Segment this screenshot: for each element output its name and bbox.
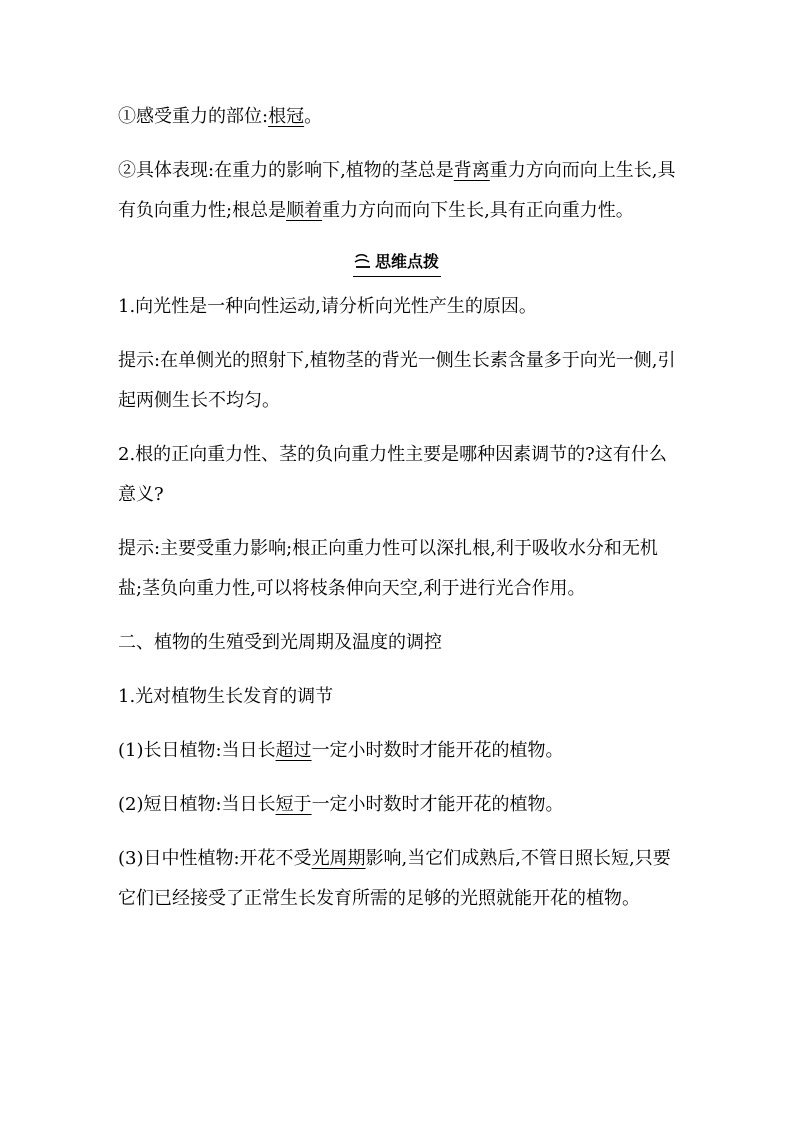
text-run: (2)短日植物:当日长 [118, 794, 276, 815]
underlined-answer: 光周期 [311, 848, 366, 869]
paragraph [118, 97, 676, 137]
underlined-answer: 短于 [275, 794, 312, 815]
paragraph [118, 785, 676, 825]
paragraph [118, 839, 676, 919]
paragraph [118, 435, 676, 515]
section-heading-underline [353, 250, 441, 277]
section-heading [118, 245, 676, 279]
section-heading-text: 思维点拨 [374, 252, 439, 271]
paragraph [118, 151, 676, 231]
text-run: ①感受重力的部位: [118, 106, 269, 127]
underlined-answer: 根冠 [268, 106, 305, 127]
text-run: 重力方向而向下生长,具有正向重力性。 [322, 200, 634, 221]
underlined-answer: 背离 [453, 160, 490, 181]
paragraph [118, 287, 676, 327]
text-run: (1)长日植物:当日长 [118, 740, 276, 761]
text-run: 1.向光性是一种向性运动,请分析向光性产生的原因。 [118, 296, 537, 317]
text-run: 重力方向而向上生长,具有负向重力性;根总是 [118, 160, 676, 221]
paragraph [118, 731, 676, 771]
paragraph [118, 677, 676, 717]
text-run: 提示:在单侧光的照射下,植物茎的背光一侧生长素含量多于向光一侧,引起两侧生长不均匀。 [118, 350, 676, 411]
text-run: 。 [304, 106, 323, 127]
text-run: 二、植物的生殖受到光周期及温度的调控 [118, 632, 442, 653]
text-run: (3)日中性植物:开花不受 [118, 848, 312, 869]
text-run: 1.光对植物生长发育的调节 [118, 686, 334, 707]
text-run: 提示:主要受重力影响;根正向重力性可以深扎根,利于吸收水分和无机盐;茎负向重力性,可以将枝条伸向天空,利于进行光合作用。 [118, 538, 658, 599]
text-run: 一定小时数时才能开花的植物。 [311, 794, 564, 815]
text-run: 2.根的正向重力性、茎的负向重力性主要是哪种因素调节的?这有什么意义? [118, 444, 667, 505]
text-run: 影响,当它们成熟后,不管日照长短,只要它们已经接受了正常生长发育所需的足够的光照就能开花的植物。 [118, 848, 671, 909]
paragraph [118, 623, 676, 663]
underlined-answer: 顺着 [286, 200, 323, 221]
paragraph [118, 529, 676, 609]
text-run: ②具体表现:在重力的影响下,植物的茎总是 [118, 160, 454, 181]
underlined-answer: 超过 [275, 740, 312, 761]
text-run: 一定小时数时才能开花的植物。 [311, 740, 564, 761]
pen-bulb-icon [353, 253, 373, 271]
paragraph [118, 341, 676, 421]
